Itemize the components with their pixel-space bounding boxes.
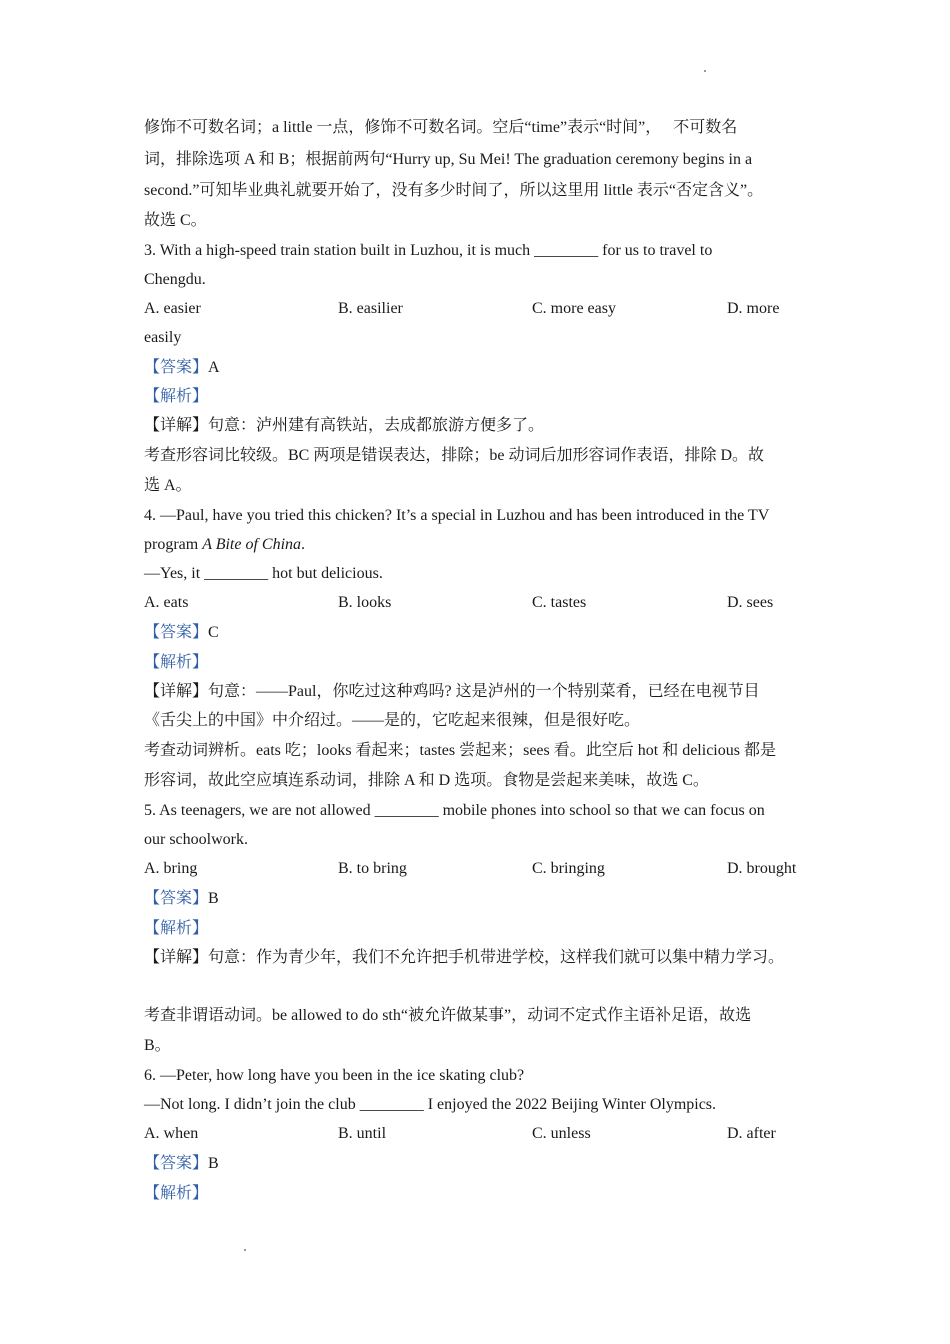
q3-option-c: C. more easy [532,300,616,317]
text-line: second.”可知毕业典礼就要开始了，没有多少时间了，所以这里用 little 表示“否定含义”。 [144,182,764,199]
q5-answer [144,889,219,909]
detail-label: 【详解】 [144,949,209,966]
analysis-label: 【解析】 [144,1185,209,1202]
question-6-reply: —Not long. I didn’t join the club ________ I enjoyed the 2022 Beijing Winter Olympics. [144,1096,717,1113]
detail-text: 句意：作为青少年，我们不允许把手机带进学校，这样我们就可以集中精力学习。 [208,949,785,966]
q4-explanation-cont: 形容词，故此空应填连系动词，排除 A 和 D 选项。食物是尝起来美味，故选 C。 [144,772,709,789]
q3-option-a: A. easier [144,300,201,317]
answer-label: 【答案】 [144,1155,209,1172]
q3-option-b: B. easilier [338,300,403,317]
q4-analysis [144,653,208,673]
question-6-stem: 6. —Peter, how long have you been in the ice skating club? [144,1067,525,1084]
text-span: . [301,536,306,553]
detail-label: 【详解】 [144,683,209,700]
detail-label: 【详解】 [144,417,209,434]
q5-detail [144,948,784,968]
q5-option-d: D. brought [727,860,797,877]
q6-option-a: A. when [144,1125,199,1142]
program-title: A Bite of China [202,536,302,553]
question-5-stem-cont: our schoolwork. [144,831,248,848]
q5-explanation-cont: B。 [144,1037,171,1054]
question-3-stem: 3. With a high-speed train station built in Luzhou, it is much ________ for us to travel to [144,242,713,259]
question-4-reply: —Yes, it ________ hot but delicious. [144,565,383,582]
q3-explanation: 考查形容词比较级。BC 两项是错误表达，排除；be 动词后加形容词作表语，排除 D。故 [144,447,765,464]
text-line: 修饰不可数名词；a little 一点，修饰不可数名词。空后“time”表示“时间”， 不可数名 [144,119,738,136]
q5-explanation: 考查非谓语动词。be allowed to do sth“被允许做某事”，动词不定式作主语补足语，故选 [144,1007,752,1024]
answer-value: A [208,359,220,376]
q5-analysis [144,919,208,939]
question-5-stem: 5. As teenagers, we are not allowed ________ mobile phones into school so that we can focus on [144,802,765,819]
q3-option-d-cont: easily [144,329,182,346]
answer-label: 【答案】 [144,359,209,376]
question-4-stem-cont [144,535,305,555]
footer-mark [244,1249,246,1251]
answer-value: C [208,624,219,641]
analysis-label: 【解析】 [144,920,209,937]
q3-analysis [144,387,208,407]
answer-value: B [208,890,219,907]
text-span: program [144,536,203,553]
q3-option-d: D. more [727,300,780,317]
q6-option-c: C. unless [532,1125,591,1142]
q4-option-a: A. eats [144,594,189,611]
q4-option-d: D. sees [727,594,774,611]
q6-analysis [144,1184,208,1204]
q5-option-b: B. to bring [338,860,407,877]
question-3-stem-cont: Chengdu. [144,271,206,288]
analysis-label: 【解析】 [144,654,209,671]
q6-answer [144,1154,219,1174]
q4-answer [144,623,219,643]
answer-label: 【答案】 [144,624,209,641]
analysis-label: 【解析】 [144,388,209,405]
q4-option-b: B. looks [338,594,392,611]
q4-explanation: 考查动词辨析。eats 吃；looks 看起来；tastes 尝起来；sees 看。此空后 hot 和 delicious 都是 [144,742,776,759]
detail-text: 句意：泸州建有高铁站，去成都旅游方便多了。 [208,417,545,434]
q3-explanation-cont: 选 A。 [144,477,192,494]
text-line: 故选 C。 [144,212,207,229]
q3-detail [144,416,544,436]
q4-option-c: C. tastes [532,594,587,611]
q3-answer [144,358,220,378]
q5-option-c: C. bringing [532,860,605,877]
answer-label: 【答案】 [144,890,209,907]
q6-option-b: B. until [338,1125,387,1142]
q6-option-d: D. after [727,1125,776,1142]
header-mark [704,70,706,72]
q5-option-a: A. bring [144,860,198,877]
text-line: 词，排除选项 A 和 B；根据前两句“Hurry up, Su Mei! The graduation ceremony begins in a [144,151,753,168]
detail-text: 句意：——Paul，你吃过这种鸡吗? 这是泸州的一个特别菜肴，已经在电视节目 [208,683,760,700]
question-4-stem: 4. —Paul, have you tried this chicken? It’s a special in Luzhou and has been introduced in the TV [144,507,770,524]
q4-detail [144,682,760,702]
q4-detail-cont: 《舌尖上的中国》中介绍过。——是的，它吃起来很辣，但是很好吃。 [144,712,641,729]
answer-value: B [208,1155,219,1172]
